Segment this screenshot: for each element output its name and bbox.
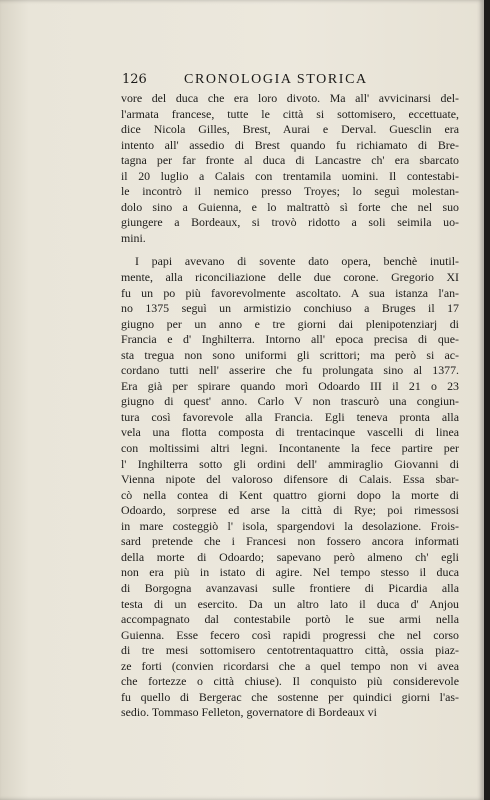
running-title: CRONOLOGIA STORICA	[184, 72, 368, 87]
text-line: giugno per un anno e tre giorni dai plenipotenziarj di	[121, 316, 459, 331]
text-line: mente, alla riconciliazione delle due corone. Gregorio XI	[121, 270, 459, 285]
text-line: Era già per spirare quando morì Odoardo III il 21 o 23	[121, 378, 459, 393]
text-line: giungere a Bordeaux, si trovò ridotto a soli seimila uo-	[121, 215, 459, 230]
text-line: sedio. Tommaso Felleton, governatore di Bordeaux vi	[121, 705, 377, 720]
text-line: cordano tutti nell' asserire che fu prolungata sino al 1377.	[121, 363, 459, 378]
text-line: Odoardo, sorprese ed arse la città di Rye; poi rimessosi	[121, 503, 459, 518]
text-line: intento all' assedio di Brest quando fu richiamato di Bre-	[121, 137, 459, 152]
text-line: in mare costeggiò l' isola, spargendovi la desolazione. Frois-	[121, 518, 459, 533]
page-edge-shadow	[484, 0, 490, 800]
text-line: sta tregua non sono uniformi gli scrittori; ma però si ac-	[121, 347, 459, 362]
text-line: della morte di Odoardo; sapevano però almeno ch' egli	[121, 549, 459, 564]
paragraph	[121, 254, 459, 720]
text-line: giugno di quest' anno. Carlo V non trascurò una congiun-	[121, 394, 459, 409]
text-line: di Borgogna avanzavasi sulle frontiere di Picardia alla	[121, 580, 459, 595]
text-line: fu un po più favorevolmente ascoltato. A sua istanza l'an-	[121, 285, 459, 300]
text-line: il 20 luglio a Calais con trentamila uomini. Il contestabi-	[121, 168, 459, 183]
text-line: sard pretende che i Francesi non fossero ancora informati	[121, 534, 459, 549]
text-line: che fortezze o città chiuse). Il conquisto più considerevole	[121, 674, 459, 689]
text-line: no 1375 seguì un armistizio conchiuso a Bruges il 17	[121, 301, 459, 316]
text-line: vela una flotta composta di trentacinque vascelli di linea	[121, 425, 459, 440]
text-line: testa di un esercito. Da un altro lato il duca d' Anjou	[121, 596, 459, 611]
text-line: vore del duca che era loro divoto. Ma all' avvicinarsi del-	[121, 91, 459, 105]
text-line: cò nella contea di Kent quattro giorni dopo la morte di	[121, 487, 459, 502]
text-line: tura così favorevole alla Francia. Egli teneva pronta alla	[121, 409, 459, 424]
text-line: dice Nicola Gilles, Brest, Aurai e Derval. Guesclin era	[121, 122, 459, 137]
text-line: accompagnato dal contestabile portò le sue armi nella	[121, 612, 459, 627]
text-line: Guienna. Esse fecero così rapidi progressi che nel corso	[121, 627, 459, 642]
page-header	[122, 72, 452, 90]
text-line: l' Inghilterra sotto gli ordini dell' ammiraglio Giovanni di	[121, 456, 459, 471]
text-line: tagna per far fronte al duca di Lancastre ch' era sbarcato	[121, 153, 459, 168]
text-line: Francia e d' Inghilterra. Intorno all' epoca precisa di que-	[121, 332, 459, 347]
text-line: ze forti (convien ricordarsi che a quel tempo non vi avea	[121, 658, 459, 673]
page-number: 126	[122, 72, 147, 87]
text-line: mini.	[121, 230, 146, 245]
text-line: dolo sino a Guienna, e lo maltrattò sì forte che nel suo	[121, 199, 459, 214]
text-line: Vienna nipote del valoroso difensore di Calais. Essa sbar-	[121, 472, 459, 487]
text-line: fu quello di Bergerac che sostenne per quindici giorni l'as-	[121, 689, 459, 704]
text-line: le incontrò il nemico presso Troyes; lo seguì molestan-	[121, 184, 459, 199]
text-line: con moltissimi altri legni. Incontanente la fece partire per	[121, 441, 459, 456]
paragraph	[121, 91, 459, 246]
text-line: non era più in istato di agire. Nel tempo stesso il duca	[121, 565, 459, 580]
text-line: l'armata francese, tutte le città si sottomisero, eccettuate,	[121, 106, 459, 121]
text-line: di tre mesi sottomisero centotrentaquattro città, ossia piaz-	[121, 643, 459, 658]
body-text	[121, 91, 459, 721]
text-line: I papi avevano di sovente dato opera, benchè inutil-	[135, 254, 459, 269]
